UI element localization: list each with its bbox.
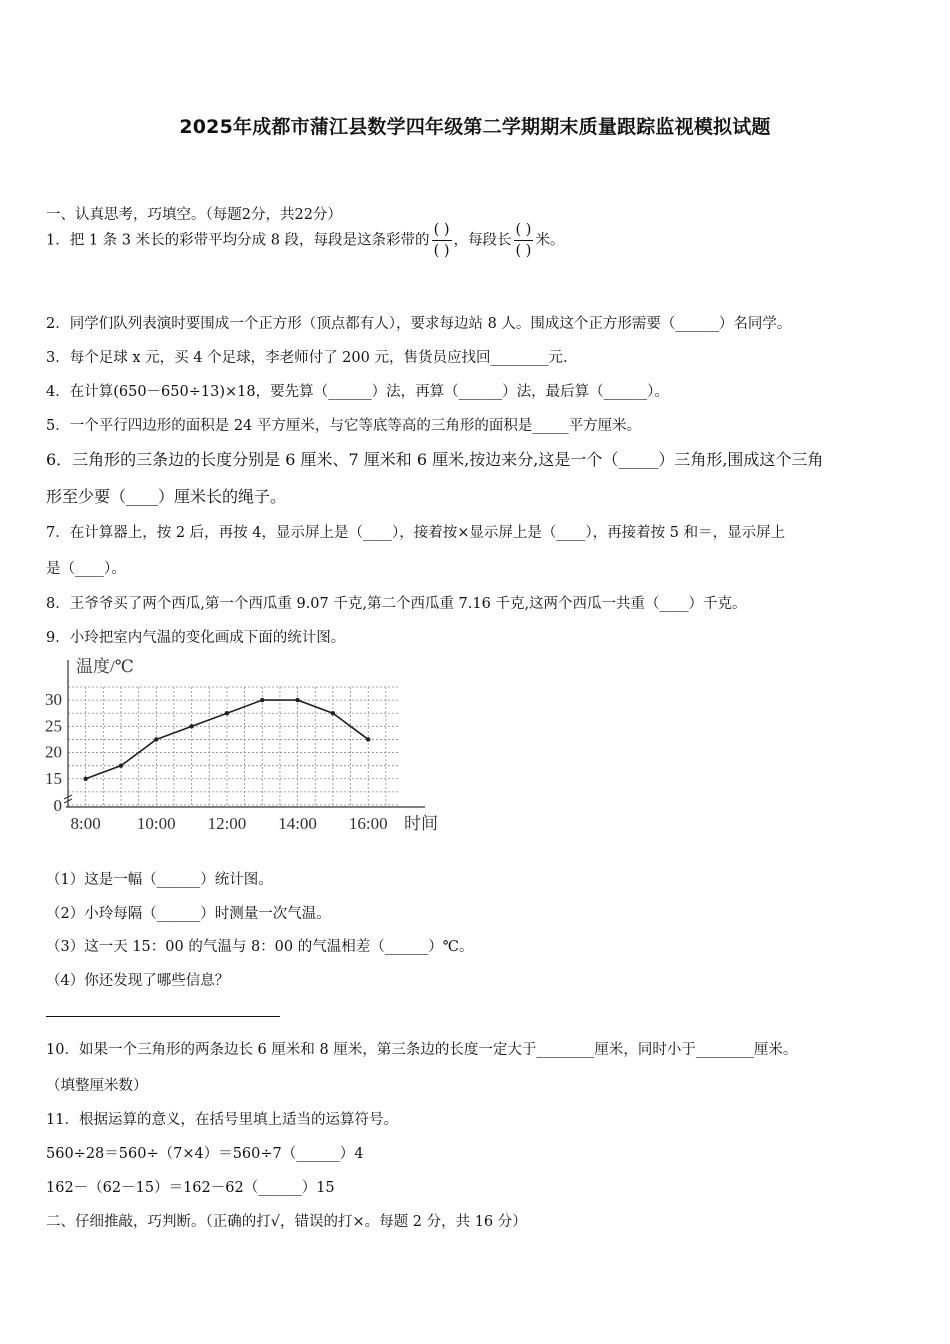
data-point bbox=[154, 737, 158, 741]
question-11: 11．根据运算的意义，在括号里填上适当的运算符号。 bbox=[46, 1112, 398, 1128]
y-axis-title: 温度/℃ bbox=[76, 657, 134, 676]
data-point bbox=[189, 724, 193, 728]
question-6-line-1: 6．三角形的三条边的长度分别是 6 厘米、7 厘米和 6 厘米,按边来分,这是一个（_____）三角形,围成这个三角 bbox=[46, 450, 824, 469]
fraction-numerator-2: ( ) bbox=[514, 222, 534, 241]
question-9-sub-1: （1）这是一幅（______）统计图。 bbox=[46, 872, 273, 888]
data-point bbox=[260, 698, 264, 702]
y-tick-label: 20 bbox=[45, 742, 62, 762]
x-tick-label: 10:00 bbox=[136, 814, 176, 833]
q1-suffix: 米。 bbox=[535, 232, 565, 249]
question-9-sub-4: （4）你还发现了哪些信息？ bbox=[46, 973, 230, 989]
question-2: 2．同学们队列表演时要围成一个正方形（顶点都有人），要求每边站 8 人。围成这个正方形需要（______）名同学。 bbox=[46, 316, 792, 332]
data-point bbox=[83, 777, 87, 781]
fraction-blank bbox=[432, 222, 452, 259]
answer-line bbox=[46, 1016, 280, 1017]
question-11-b: 162－（62－15）＝162－62（______）15 bbox=[46, 1180, 335, 1196]
section1-heading: 一、认真思考，巧填空。（每题2分，共22分） bbox=[46, 207, 342, 223]
question-11-a: 560÷28＝560÷（7×4）＝560÷7（______）4 bbox=[46, 1146, 364, 1162]
chart-grid bbox=[68, 687, 400, 805]
x-tick-label: 12:00 bbox=[207, 814, 247, 833]
x-axis-title: 时间 bbox=[404, 814, 438, 833]
y-tick-label: 0 bbox=[53, 796, 62, 815]
q1-prefix: 1．把 1 条 3 米长的彩带平均分成 8 段，每段是这条彩带的 bbox=[46, 232, 430, 249]
question-10-line-2: （填整厘米数） bbox=[46, 1078, 148, 1094]
temperature-line-chart bbox=[40, 650, 460, 840]
x-tick-label: 14:00 bbox=[278, 814, 317, 833]
fraction-denominator: ( ) bbox=[433, 243, 450, 259]
y-tick-label: 25 bbox=[45, 716, 62, 736]
question-10-line-1: 10．如果一个三角形的两条边长 6 厘米和 8 厘米，第三条边的长度一定大于________厘米，同时小于________厘米。 bbox=[46, 1042, 798, 1058]
question-6-line-2: 形至少要（____）厘米长的绳子。 bbox=[46, 487, 287, 506]
y-tick-label: 30 bbox=[45, 690, 62, 710]
data-point bbox=[366, 737, 370, 741]
x-tick-label: 8:00 bbox=[70, 814, 101, 833]
question-1 bbox=[46, 222, 564, 259]
fraction-numerator: ( ) bbox=[432, 222, 452, 241]
data-point bbox=[119, 763, 123, 767]
page-title: 2025年成都市蒲江县数学四年级第二学期期末质量跟踪监视模拟试题 bbox=[179, 116, 771, 138]
question-5: 5．一个平行四边形的面积是 24 平方厘米，与它等底等高的三角形的面积是_____平方厘米。 bbox=[46, 418, 642, 434]
question-8: 8．王爷爷买了两个西瓜,第一个西瓜重 9.07 千克,第二个西瓜重 7.16 千克,这两个西瓜一共重（____）千克。 bbox=[46, 596, 747, 612]
section2-heading: 二、仔细推敲，巧判断。（正确的打√，错误的打×。每题 2 分，共 16 分） bbox=[46, 1214, 527, 1230]
question-9: 9．小玲把室内气温的变化画成下面的统计图。 bbox=[46, 630, 346, 646]
question-7-line-2: 是（____）。 bbox=[46, 561, 126, 577]
x-tick-label: 16:00 bbox=[348, 814, 388, 833]
data-point bbox=[225, 711, 229, 715]
data-point bbox=[331, 711, 335, 715]
y-tick-label: 15 bbox=[45, 768, 62, 788]
q1-mid: ，每段长 bbox=[453, 232, 512, 249]
question-7-line-1: 7．在计算器上，按 2 后，再按 4，显示屏上是（____），接着按×显示屏上是（____），再接着按 5 和＝，显示屏上 bbox=[46, 525, 786, 541]
fraction-denominator-2: ( ) bbox=[515, 243, 532, 259]
question-3: 3．每个足球 x 元，买 4 个足球，李老师付了 200 元，售货员应找回________元. bbox=[46, 350, 568, 366]
question-4: 4．在计算(650－650÷13)×18，要先算（______）法，再算（______）法，最后算（______）。 bbox=[46, 384, 669, 400]
question-9-sub-2: （2）小玲每隔（______）时测量一次气温。 bbox=[46, 906, 331, 922]
data-point bbox=[295, 698, 299, 702]
fraction-blank-2 bbox=[514, 222, 534, 259]
question-9-sub-3: （3）这一天 15：00 的气温与 8：00 的气温相差（______）℃。 bbox=[46, 939, 474, 955]
